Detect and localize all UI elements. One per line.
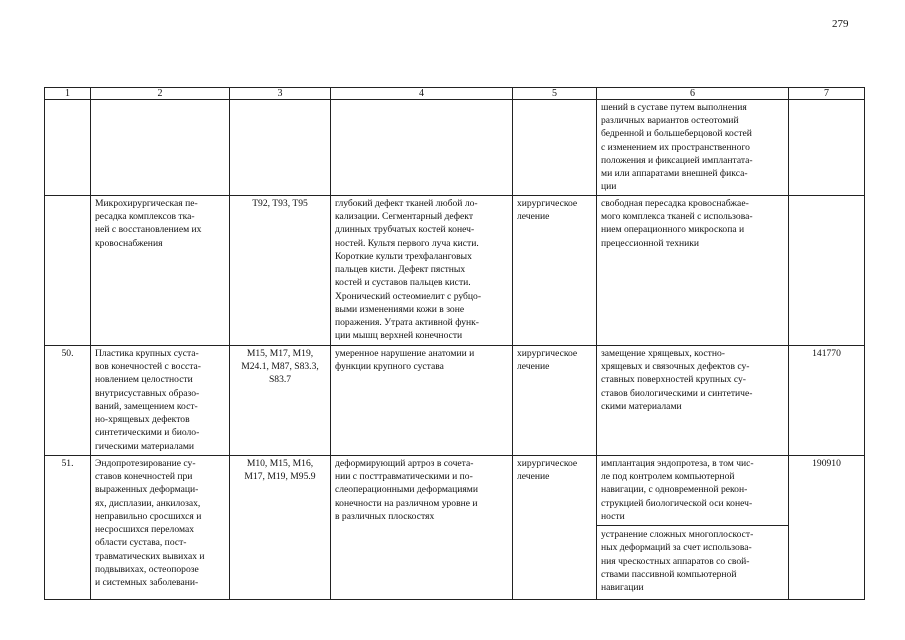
treatment-method: свободная пересадка кровоснабжае- мого комплекса тканей с использова- нием операционного микроскопа и прецессионной техники	[597, 196, 789, 346]
norm-value: 190910	[789, 456, 865, 600]
patient-model: деформирующий артроз в сочета- нии с посттравматическими и по- слеоперационными деформациями конечности на различном уровне и в различных плоскостях	[331, 456, 513, 600]
treatment-type: хирургическое лечение	[513, 196, 597, 346]
patient-model: глубокий дефект тканей любой ло- кализации. Сегментарный дефект длинных трубчатых костей конеч- ностей. Культя первого луча кисти. Короткие культи трехфаланговых пальцев кисти. Дефект пястных костей и суставов пальцев кисти. Хронический остеомиелит с рубцо- выми изменениями кожи в зоне поражения. Утрата активной функ- ции мышц верхней конечности	[331, 196, 513, 346]
norm-value	[789, 196, 865, 346]
treatment-method: устранение сложных многоплоскост- ных деформаций за счет использова- ния чрескостных аппаратов со свой- ствами пассивной компьютерной навигации	[597, 525, 788, 594]
row-number	[45, 196, 91, 346]
procedure-name: Микрохирургическая пе- ресадка комплексов тка- ней с восстановлением их кровоснабжения	[91, 196, 230, 346]
column-header: 6	[597, 88, 789, 100]
table-row	[45, 456, 865, 600]
norm-value: 141770	[789, 346, 865, 456]
procedure-name	[91, 100, 230, 196]
treatment-method: имплантация эндопротеза, в том чис- ле под контролем компьютерной навигации, с одновременной рекон- струкцией биологической оси конеч- ности	[601, 458, 754, 522]
column-header: 3	[230, 88, 331, 100]
icd-codes: M15, M17, M19, M24.1, M87, S83.3, S83.7	[230, 346, 331, 456]
icd-codes	[230, 100, 331, 196]
treatment-type: хирургическое лечение	[513, 346, 597, 456]
table-row	[45, 100, 865, 196]
column-header-row	[45, 88, 865, 100]
patient-model: умеренное нарушение анатомии и функции крупного сустава	[331, 346, 513, 456]
table-row	[45, 196, 865, 346]
treatment-method-cell	[597, 456, 789, 600]
column-header: 7	[789, 88, 865, 100]
row-number: 51.	[45, 456, 91, 600]
treatment-type	[513, 100, 597, 196]
patient-model	[331, 100, 513, 196]
procedure-name: Эндопротезирование су- ставов конечностей при выраженных деформаци- ях, дисплазии, анкилозах, неправильно сросшихся и несросшихся переломах области сустава, пост- травматических вывихах и подвывихах, остеопорозе и системных заболевани-	[91, 456, 230, 600]
table-row	[45, 346, 865, 456]
page-number: 279	[832, 18, 849, 30]
norm-value	[789, 100, 865, 196]
procedure-name: Пластика крупных суста- вов конечностей с восста- новлением целостности внутрисуставных образо- ваний, замещением кост- но-хрящевых дефектов синтетическими и биоло- гическими материалами	[91, 346, 230, 456]
column-header: 1	[45, 88, 91, 100]
treatment-method: замещение хрящевых, костно- хрящевых и связочных дефектов су- ставных поверхностей крупных су- ставов биологическими и синтетиче- скими материалами	[597, 346, 789, 456]
column-header: 2	[91, 88, 230, 100]
icd-codes: T92, T93, T95	[230, 196, 331, 346]
treatment-type: хирургическое лечение	[513, 456, 597, 600]
column-header: 4	[331, 88, 513, 100]
column-header: 5	[513, 88, 597, 100]
row-number	[45, 100, 91, 196]
row-number: 50.	[45, 346, 91, 456]
icd-codes: M10, M15, M16, M17, M19, M95.9	[230, 456, 331, 600]
treatment-method: шений в суставе путем выполнения различных вариантов остеотомий бедренной и большеберцовой костей с изменением их пространственного положения и фиксацией имплантата- ми или аппаратами внешней фикса- ции	[597, 100, 789, 196]
procedures-table	[44, 87, 865, 600]
